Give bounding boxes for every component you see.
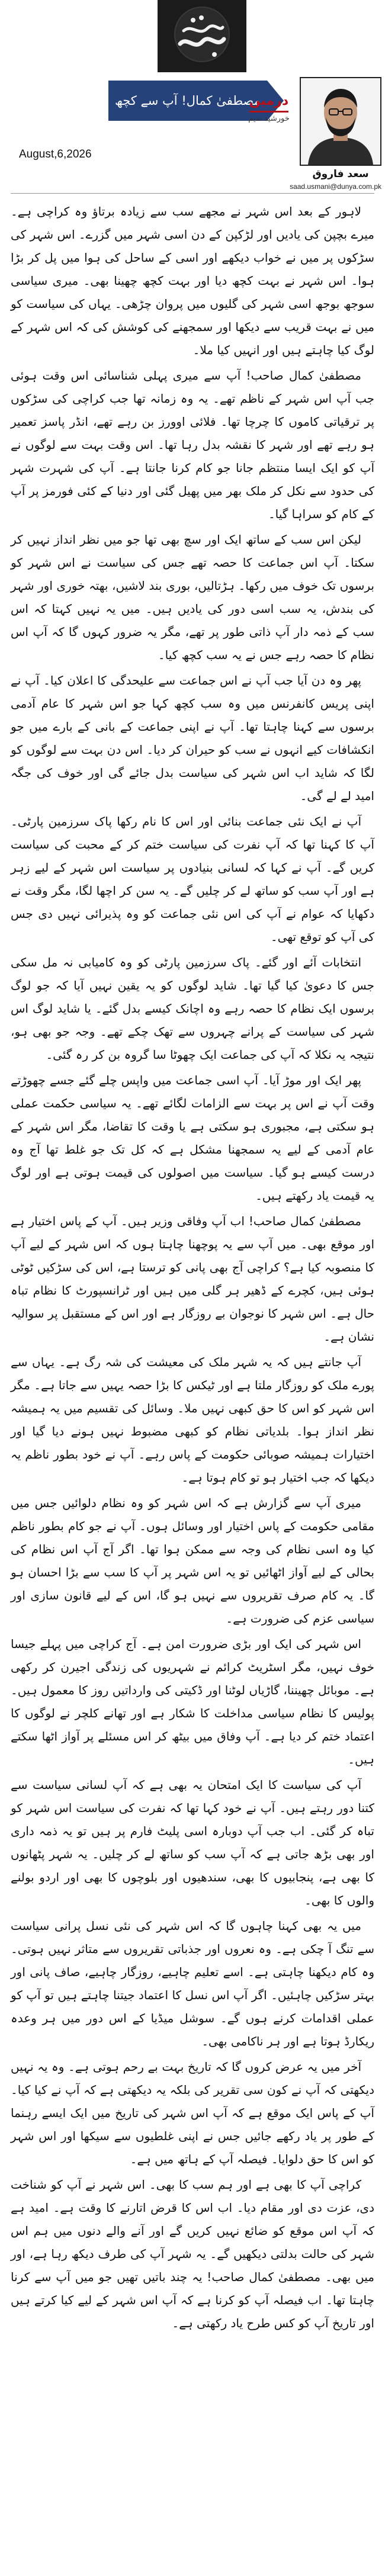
author-photo [300, 77, 381, 166]
column-divider [249, 111, 288, 113]
masthead [11, 0, 381, 195]
newspaper-logo [158, 0, 246, 72]
article-paragraph: مصطفیٰ کمال صاحب! آپ سے میری پہلی شناسائی اس وقت ہوئی جب آپ اس شہر کے ناظم تھے۔ یہ وہ زمانہ تھا جب کراچی کی سڑکوں پر ترقیاتی کاموں کا چرچا تھا۔ فلائی اوورز بن رہے تھے، انڈر پاسز تعمیر ہو رہے تھے اور شہر کا نقشہ بدل رہا تھا۔ اس وقت بہت سے لوگوں نے آپ کو ایک ایسا منتظم جانا جو کام کرنا جانتا ہے۔ آپ کی شہرت شہر کی حدود سے نکل کر ملک بھر میں پھیل گئی اور دنیا کے کئی فورمز پر آپ کے کام کو سراہا گیا۔ [11, 368, 374, 521]
article-paragraph: مصطفیٰ کمال صاحب! اب آپ وفاقی وزیر ہیں۔ آپ کے پاس اختیار ہے اور موقع بھی۔ میں آپ سے یہ پوچھنا چاہتا ہوں کہ اس شہر کے لیے آپ کا منصوبہ کیا ہے؟ کراچی آج بھی پانی کو ترستا ہے، اس کی سڑکیں ٹوٹی ہوئی ہیں، کچرے کے ڈھیر ہر گلی میں ہیں اور ٹرانسپورٹ کا نظام تباہ حال ہے۔ اس شہر کا نوجوان بے روزگار ہے اور اس کے مستقبل پر سوالیہ نشان ہے۔ [11, 1214, 375, 1344]
author-portrait-icon [301, 78, 380, 165]
column-subtitle: خورشید ندیم [248, 114, 290, 123]
logo-emblem-icon [158, 0, 246, 72]
author-name: سعد فاروق [312, 168, 369, 180]
article-paragraph: آپ نے ایک نئی جماعت بنائی اور اس کا نام رکھا پاک سرزمین پارٹی۔ آپ کا کہنا تھا کہ آپ نفرت کی سیاست ختم کر کے محبت کی سیاست کریں گے۔ آپ نے کہا کہ لسانی بنیادوں پر سیاست اس شہر کے لیے زہر ہے اور آپ سب کو ساتھ لے کر چلیں گے۔ یہ سن کر اچھا لگا، مگر وقت نے دکھایا کہ عوام نے آپ کی اس نئی جماعت کو وہ پذیرائی نہیں دی جس کی آپ کو توقع تھی۔ [11, 814, 374, 944]
article-paragraph: میری آپ سے گزارش ہے کہ اس شہر کو وہ نظام دلوائیں جس میں مقامی حکومت کے پاس اختیار اور وسائل ہوں۔ آپ نے جو کام بطور ناظم کیا وہ اسی نظام کی وجہ سے ممکن ہوا تھا۔ اگر آج آپ اس نظام کی بحالی کے لیے آواز اٹھائیں تو یہ اس شہر پر آپ کا سب سے بڑا احسان ہو گا۔ یہ کام صرف تقریروں سے نہیں ہو گا، اس کے لیے قانون سازی اور سیاسی عزم کی ضرورت ہے۔ [11, 1496, 374, 1626]
article-paragraph: آخر میں یہ عرض کروں گا کہ تاریخ بہت بے رحم ہوتی ہے۔ وہ یہ نہیں دیکھتی کہ آپ نے کون سی تقریر کی بلکہ یہ دیکھتی ہے کہ آپ نے کیا کیا۔ آپ کے پاس ایک موقع ہے کہ آپ اس شہر کی تاریخ میں ایک ایسے رہنما کے طور پر یاد رکھے جائیں جس نے اپنی غلطیوں سے سیکھا اور اس شہر کو اس کا حق دلوایا۔ فیصلہ آپ کے ہاتھ میں ہے۔ [11, 2060, 374, 2166]
article-paragraph: کراچی آپ کا بھی ہے اور ہم سب کا بھی۔ اس شہر نے آپ کو شناخت دی، عزت دی اور مقام دیا۔ اب اس کا قرض اتارنے کا وقت ہے۔ امید ہے کہ آپ اس موقع کو ضائع نہیں کریں گے اور آنے والے دنوں میں ہم اس شہر کی حالت بدلتی دیکھیں گے۔ یہ شہر آپ کی طرف دیکھ رہا ہے، اور میں بھی۔ مصطفیٰ کمال صاحب! یہ چند باتیں تھیں جو میں آپ سے کرنا چاہتا تھا۔ اب فیصلہ آپ کو کرنا ہے کہ آپ اس شہر کے لیے کیا کرتے ہیں اور تاریخ آپ کو کس طرح یاد رکھتی ہے۔ [11, 2177, 374, 2330]
article-paragraph: آپ کی سیاست کا ایک امتحان یہ بھی ہے کہ آپ لسانی سیاست سے کتنا دور رہتے ہیں۔ آپ نے خود کہا تھا کہ نفرت کی سیاست اس شہر کو تباہ کر گئی۔ اب جب آپ دوبارہ اسی پلیٹ فارم پر ہیں تو یہ ذمہ داری اور بھی بڑھ جاتی ہے کہ آپ سب کو ساتھ لے کر چلیں۔ یہ شہر پٹھانوں کا بھی ہے، پنجابیوں کا بھی، سندھیوں اور بلوچوں کا بھی اور اردو بولنے والوں کا بھی۔ [11, 1778, 374, 1907]
article-paragraph: پھر وہ دن آیا جب آپ نے اس جماعت سے علیحدگی کا اعلان کیا۔ آپ نے اپنی پریس کانفرنس میں وہ سب کچھ کہا جو اس شہر کا عام آدمی برسوں سے کہنا چاہتا تھا۔ آپ نے اپنی جماعت کے بانی کے بارے میں جو انکشافات کیے انہوں نے سب کو حیران کر دیا۔ اس دن بہت سے لوگوں کو لگا کہ شاید اب اس شہر کی سیاست بدل جائے گی اور خوف کی جگہ امید لے لے گی۔ [11, 673, 374, 803]
column-name: درمیں [249, 94, 289, 108]
article-paragraph: لاہور کے بعد اس شہر نے مجھے سب سے زیادہ برتاؤ وہ کراچی ہے۔ میرے بچپن کی یادیں اور لڑکپن کے دن اسی شہر میں گزرے۔ اس شہر کی سڑکوں پر میں نے خواب دیکھے اور اسی کے ساحل کی ہوا میں پل کر بڑا ہوا۔ اس شہر نے بہت کچھ دیا اور بہت کچھ چھینا بھی۔ میری سیاسی سوجھ بوجھ اسی شہر کی گلیوں میں پروان چڑھی۔ یہاں کی سیاست کو میں نے بہت قریب سے دیکھا اور سمجھنے کی کوشش کی کہ اس شہر کے لوگ کیا چاہتے ہیں اور انہیں کیا ملا۔ [11, 204, 374, 357]
author-email[interactable]: saad.usmani@dunya.com.pk [290, 182, 381, 191]
article-paragraph: اس شہر کی ایک اور بڑی ضرورت امن ہے۔ آج کراچی میں پہلے جیسا خوف نہیں، مگر اسٹریٹ کرائم نے شہریوں کی زندگی اجیرن کر رکھی ہے۔ موبائل چھیننا، گاڑیاں لوٹنا اور ڈکیتی کی وارداتیں روز کا معمول ہیں۔ پولیس کا نظام سیاسی مداخلت کا شکار ہے اور تھانے کلچر نے لوگوں کا اعتماد ختم کر دیا ہے۔ آپ وفاق میں بیٹھ کر اس مسئلے پر آواز اٹھا سکتے ہیں۔ [11, 1637, 374, 1766]
article-headline: مصطفیٰ کمال! آپ سے کچھ باتیں [108, 81, 267, 121]
article-paragraph: میں یہ بھی کہنا چاہوں گا کہ اس شہر کی نئی نسل پرانی سیاست سے تنگ آ چکی ہے۔ وہ نعروں اور جذباتی تقریروں سے متاثر نہیں ہوتی۔ وہ کام دیکھنا چاہتی ہے۔ اسے تعلیم چاہیے، روزگار چاہیے، صاف پانی اور بہتر سڑکیں چاہئیں۔ اگر آپ اس نسل کا اعتماد جیتنا چاہتے ہیں تو آپ کو عملی اقدامات کرنے ہوں گے۔ سوشل میڈیا کے اس دور میں ہر وعدہ ریکارڈ ہوتا ہے اور ہر ناکامی بھی۔ [11, 1919, 374, 2048]
article-paragraph: انتخابات آئے اور گئے۔ پاک سرزمین پارٹی کو وہ کامیابی نہ مل سکی جس کا دعویٰ کیا گیا تھا۔ شاید لوگوں کو یہ یقین نہیں آیا کہ جو لوگ برسوں ایک نظام کا حصہ رہے وہ اچانک کیسے بدل گئے۔ یا شاید لوگ اس شہر کی سیاست کے پرانے چہروں سے تھک چکے تھے۔ وجہ جو بھی ہو، نتیجہ یہ نکلا کہ آپ کی جماعت ایک چھوٹا سا گروہ بن کر رہ گئی۔ [11, 955, 374, 1062]
masthead-divider [11, 193, 374, 194]
column-tag [245, 94, 293, 124]
article-paragraph: آپ جانتے ہیں کہ یہ شہر ملک کی معیشت کی شہ رگ ہے۔ یہاں سے پورے ملک کو روزگار ملتا ہے اور ٹیکس کا بڑا حصہ یہیں سے جاتا ہے۔ مگر اس شہر کو اس کا حق کبھی نہیں ملا۔ وسائل کی تقسیم میں یہ ہمیشہ نظر انداز ہوا۔ بلدیاتی نظام کو کبھی مضبوط نہیں ہونے دیا گیا اور اختیارات ہمیشہ صوبائی حکومت کے پاس رہے۔ آپ نے خود بطور ناظم یہ دیکھا کہ جب اختیار ہو تو کام ہوتا ہے۔ [11, 1355, 374, 1485]
article-paragraph: لیکن اس سب کے ساتھ ایک اور سچ بھی تھا جو میں نظر انداز نہیں کر سکتا۔ آپ اس جماعت کا حصہ تھے جس کی سیاست نے اس شہر کو برسوں تک خوف میں رکھا۔ ہڑتالیں، بوری بند لاشیں، بھتہ خوری اور شہر کی بندش، یہ سب اسی دور کی یادیں ہیں۔ میں یہ نہیں کہتا کہ اس سب کے ذمہ دار آپ ذاتی طور پر تھے، مگر یہ ضرور کہوں گا کہ آپ اس نظام کا حصہ رہے جس نے یہ سب کچھ کیا۔ [11, 532, 374, 662]
article-body [11, 200, 374, 2337]
publish-date: August,6,2026 [19, 148, 92, 160]
article-paragraph: پھر ایک اور موڑ آیا۔ آپ اسی جماعت میں واپس چلے گئے جسے چھوڑتے وقت آپ نے اس پر بہت سے الزامات لگائے تھے۔ یہ سیاسی حکمت عملی ہو سکتی ہے، مجبوری ہو سکتی ہے یا وقت کا تقاضا، مگر اس شہر کے عام آدمی کے لیے یہ سمجھنا مشکل ہے کہ کل تک جو غلط تھا آج وہ درست کیسے ہو گیا۔ سیاست میں اصولوں کی قیمت ہوتی ہے اور لوگ یہ قیمت یاد رکھتے ہیں۔ [11, 1073, 374, 1203]
